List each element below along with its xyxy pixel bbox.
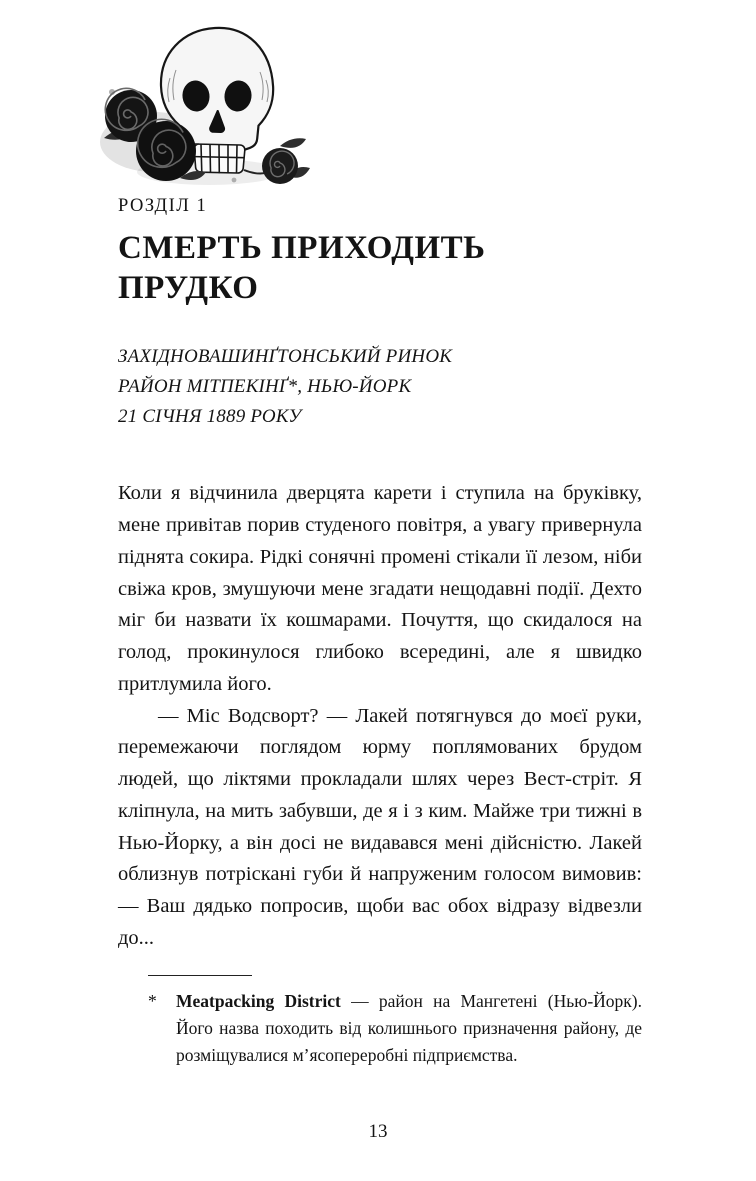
chapter-illustration [84,20,642,188]
chapter-title [118,229,642,308]
footnote-text [176,988,642,1069]
footnote-term: Meatpacking District [176,990,341,1011]
chapter-title-line-1: СМЕРТЬ ПРИХОДИТЬ [118,230,486,266]
chapter-label: РОЗДІЛ 1 [118,196,208,216]
footnote-body: — район на Мангетені (Нью-Йорк). Його назва походить від колишнього призначення району, де розміщувалися м’ясопереробні підприємства. [176,990,642,1065]
scene-heading [118,342,642,432]
footnote-divider [148,975,252,976]
scene-heading-district: РАЙОН МІТПЕКІНҐ*, НЬЮ-ЙОРК [118,376,412,398]
scene-heading-date: 21 СІЧНЯ 1889 РОКУ [118,406,302,428]
skull-roses-icon [84,20,322,188]
footnote [148,975,642,1069]
scene-heading-location: ЗАХІДНОВАШИНҐТОНСЬКИЙ РИНОК [118,346,453,368]
paragraph-1: Коли я відчинила дверцята карети і ступила на бруківку, мене привітав порив студеного повітря, а увагу привернула піднята сокира. Рідкі сонячні промені стікали її лезом, ніби свіжа кров, змушуючи мене згадати нещодавні події. Дехто міг би назвати їх кошмарами. Почуття, що скидалося на голод, прокинулося глибоко всередині, але я швидко притлумила його. [118,482,642,695]
chapter-title-line-2: ПРУДКО [118,269,259,306]
page-number: 13 [368,1121,388,1142]
body-text [118,478,642,954]
footnote-row [148,988,642,1069]
paragraph-2: — Міс Водсворт? — Лакей потягнувся до моєї руки, перемежаючи поглядом юрму поплямованих брудом людей, що ліктями прокладали шлях через Вест-стріт. Я кліпнула, на мить забувши, де я і з ким. Майже три тижні в Нью-Йорку, а він досі не видавався мені дійсністю. Лакей облизнув потріскані губи й напруженим голосом вимовив: — Ваш дядько попросив, щоби вас обох відразу відвезли до... [118,704,642,949]
footnote-marker: * [148,990,157,1011]
